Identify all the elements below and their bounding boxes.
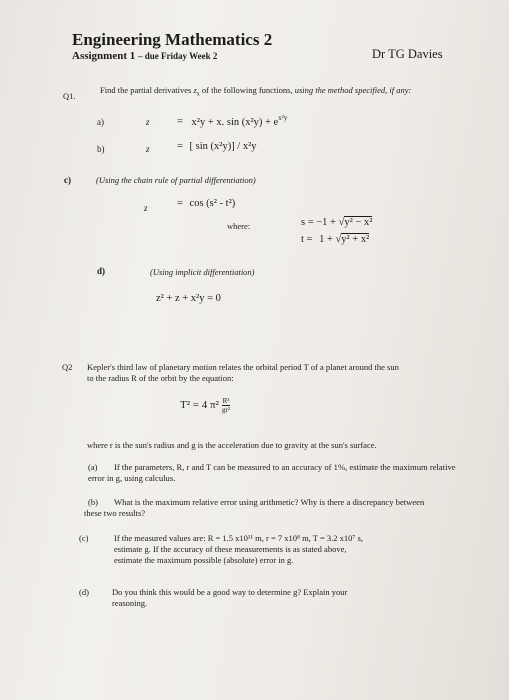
q1-intro-sub: x [196,91,200,98]
sqrt-sign-icon: √ [338,217,345,228]
q1c-eq-sign: = [177,198,183,209]
due-date: – due Friday Week 2 [138,51,218,61]
q1a-var: z [146,117,150,127]
q1a-eq-sign: = [177,116,183,128]
q2a-label: (a) [88,462,98,472]
kepler-equation [180,397,230,414]
q2c-line3: estimate the maximum possible (absolute) error in g. [114,555,294,565]
q1c-rhs: cos (s² - t²) [189,198,236,209]
q1b-equation [177,141,257,152]
q2c-label: (c) [79,533,89,543]
q1c-where: where: [227,221,251,231]
q1c-t-def [301,234,369,245]
q1-label: Q1. [63,91,76,101]
assignment-line [72,50,217,62]
q1-intro-var: z [193,85,197,95]
q2b-text: What is the maximum relative error using arithmetic? Why is there a discrepancy between these two results? [84,497,425,518]
q1d-note: (Using implicit differentiation) [150,267,255,277]
author: Dr TG Davies [372,47,443,61]
q2c-line2: estimate g. If the accuracy of these measurements is as stated above, [114,544,347,554]
q2d-line1: Do you think this would be a good way to determine g? Explain your [112,587,348,597]
q2b-label: (b) [88,497,98,507]
course-title: Engineering Mathematics 2 [72,30,273,49]
q1b-rhs: [ sin (x²y)] / x²y [189,141,257,152]
q1-intro-rest: of the following functions, [201,85,293,95]
kepler-frac-den: gr² [222,406,230,414]
q1c-s-lhs: s = [301,217,314,228]
q2d-label: (d) [79,587,89,597]
q2-intro-line1: Kepler's third law of planetary motion relates the orbital period T of a planet around the sun [87,362,399,372]
q1a-exponent: x²y [278,114,288,122]
q1a-equation [177,114,287,128]
q2d-line2: reasoning. [112,598,148,608]
assignment-label: Assignment 1 [72,50,136,62]
q1-intro [100,85,411,98]
q2-intro-line2: to the radius R of the orbit by the equation: [87,373,234,383]
kepler-frac-num: R³ [222,397,230,405]
q2-where: where r is the sun's radius and g is the acceleration due to gravity at the sun's surface. [87,440,377,450]
kepler-lhs: T² = 4 π² [180,399,219,412]
kepler-fraction [222,397,231,414]
q1b-label: b) [97,144,105,154]
q2-label: Q2 [62,362,73,372]
q1c-label: c) [64,175,71,185]
q1-intro-text: Find the partial derivatives [100,85,192,95]
q1a-label: a) [97,117,104,127]
sqrt-sign-icon: √ [335,234,342,245]
q1c-t-pre: 1 + [319,234,333,245]
q1d-equation: z² + z + x²y = 0 [156,293,221,304]
q1a-rhs: x²y + x. sin (x²y) + e [191,116,279,128]
q1c-t-radicand: y² + x² [341,234,370,245]
q1d-label: d) [97,266,106,276]
q2a-text: If the parameters, R, r and T can be measured to an accuracy of 1%, estimate the maximum relative error in g, using calculus. [88,462,456,483]
q1c-var: z [144,203,148,213]
q1c-equation [177,198,235,209]
q1b-eq-sign: = [177,141,183,152]
q1c-s-def [301,217,372,228]
q1-intro-method: using the method specified, if any: [294,85,412,95]
q1c-t-lhs: t = [301,234,313,245]
q2c-line1: If the measured values are: R = 1.5 x10¹¹ m, r = 7 x10⁸ m, T = 3.2 x10⁷ s, [114,533,363,543]
q1c-s-radicand: y² − x² [344,217,373,228]
q1c-note: (Using the chain rule of partial differentiation) [96,175,256,185]
q1c-s-pre: −1 + [316,217,336,228]
q1b-var: z [146,144,150,154]
